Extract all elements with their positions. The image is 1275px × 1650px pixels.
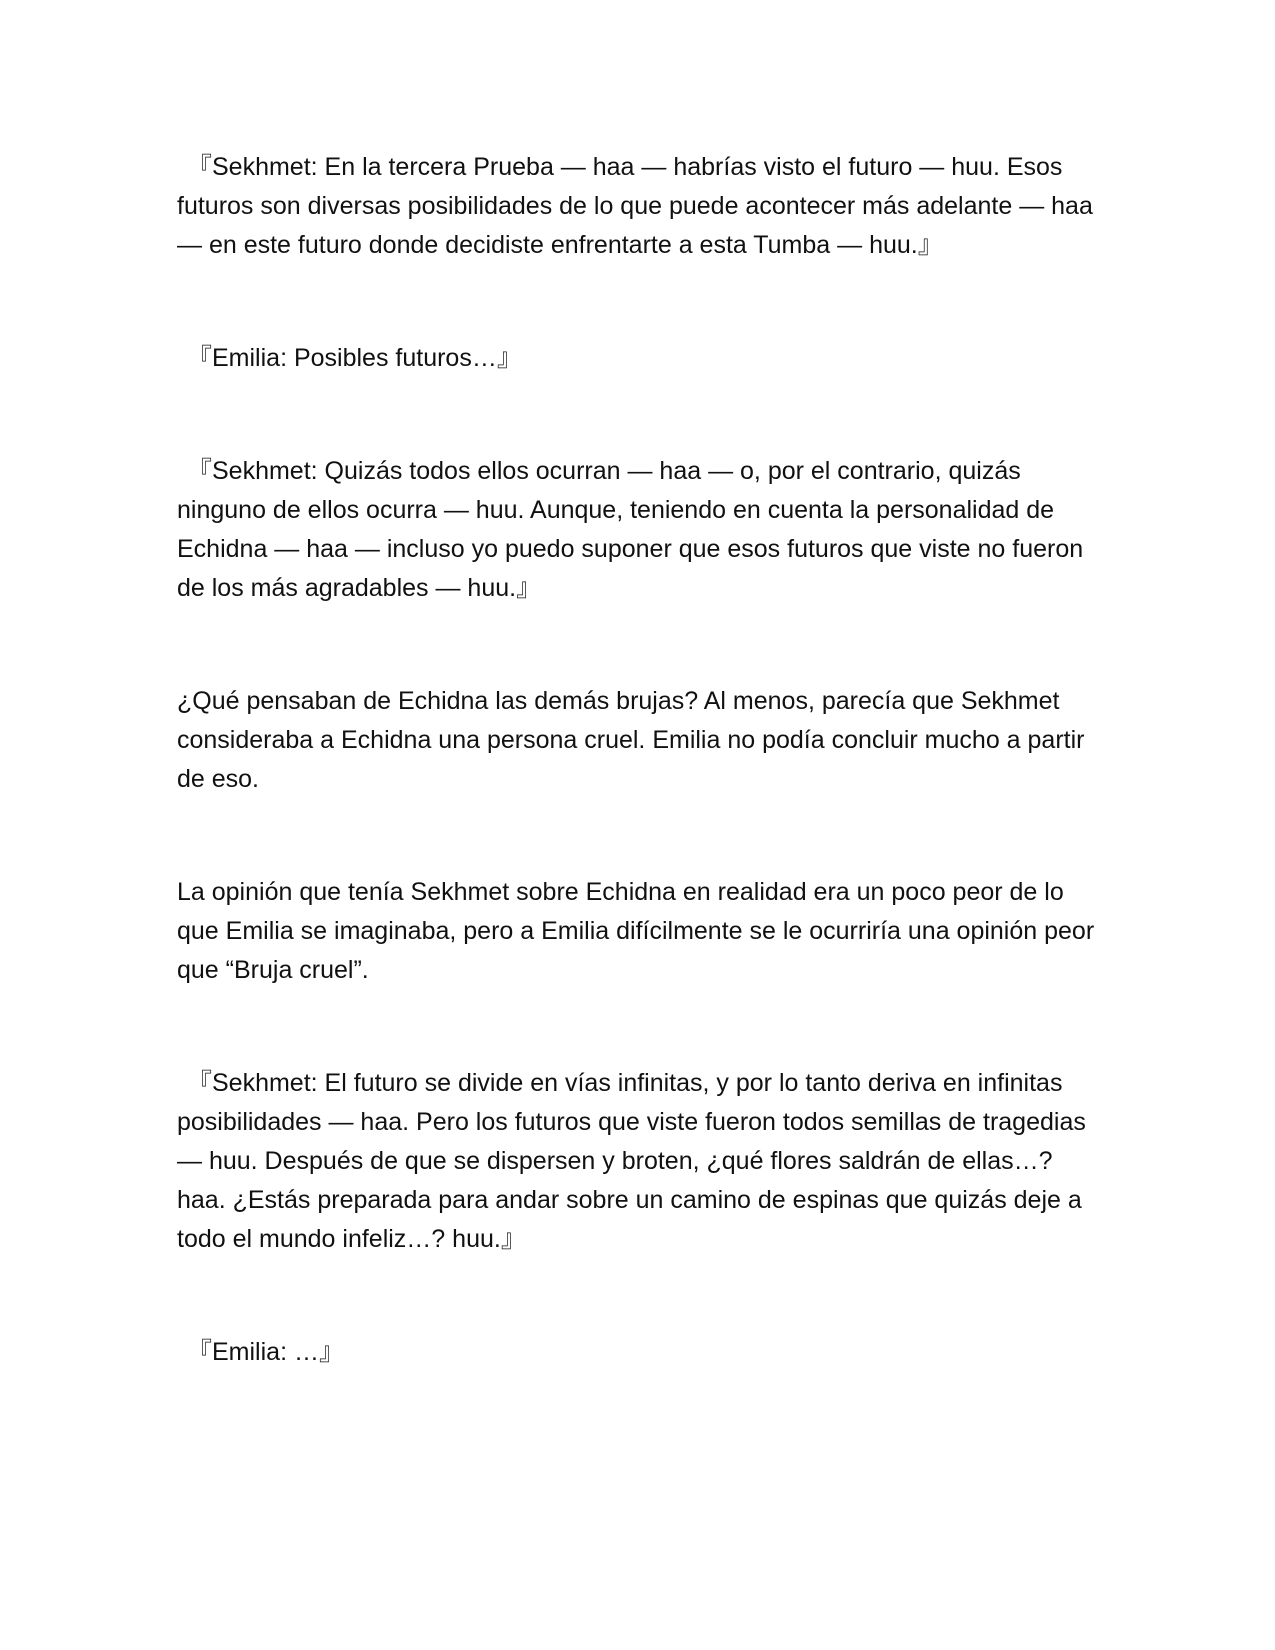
dialogue-sekhmet-2: 『Sekhmet: Quizás todos ellos ocurran — haa — o, por el contrario, quizás ninguno de ellos ocurra — huu. Aunque, teniendo en cuenta la personalidad de Echidna — haa — incluso yo puedo suponer que esos futuros que viste no fueron de los más agradables — huu.』	[177, 457, 1084, 602]
dialogue-emilia-1: 『Emilia: Posibles futuros…』	[187, 344, 522, 372]
dialogue-emilia-2: 『Emilia: …』	[187, 1338, 344, 1366]
narration-2: La opinión que tenía Sekhmet sobre Echidna en realidad era un poco peor de lo que Emilia se imaginaba, pero a Emilia difícilmente se le ocurriría una opinión peor que “Bruja cruel”.	[177, 878, 1095, 984]
narration-1: ¿Qué pensaban de Echidna las demás brujas? Al menos, parecía que Sekhmet consideraba a Echidna una persona cruel. Emilia no podía concluir mucho a partir de eso.	[177, 687, 1085, 793]
text-body	[177, 148, 1107, 1372]
dialogue-sekhmet-1: 『Sekhmet: En la tercera Prueba — haa — habrías visto el futuro — huu. Esos futuros son diversas posibilidades de lo que puede acontecer más adelante — haa — en este futuro donde decidiste enfrentarte a esta Tumba — huu.』	[177, 153, 1093, 259]
dialogue-sekhmet-3: 『Sekhmet: El futuro se divide en vías infinitas, y por lo tanto deriva en infinitas posibilidades — haa. Pero los futuros que viste fueron todos semillas de tragedias — huu. Después de que se dispersen y broten, ¿qué flores saldrán de ellas…? haa. ¿Estás preparada para andar sobre un camino de espinas que quizás deje a todo el mundo infeliz…? huu.』	[177, 1069, 1086, 1253]
